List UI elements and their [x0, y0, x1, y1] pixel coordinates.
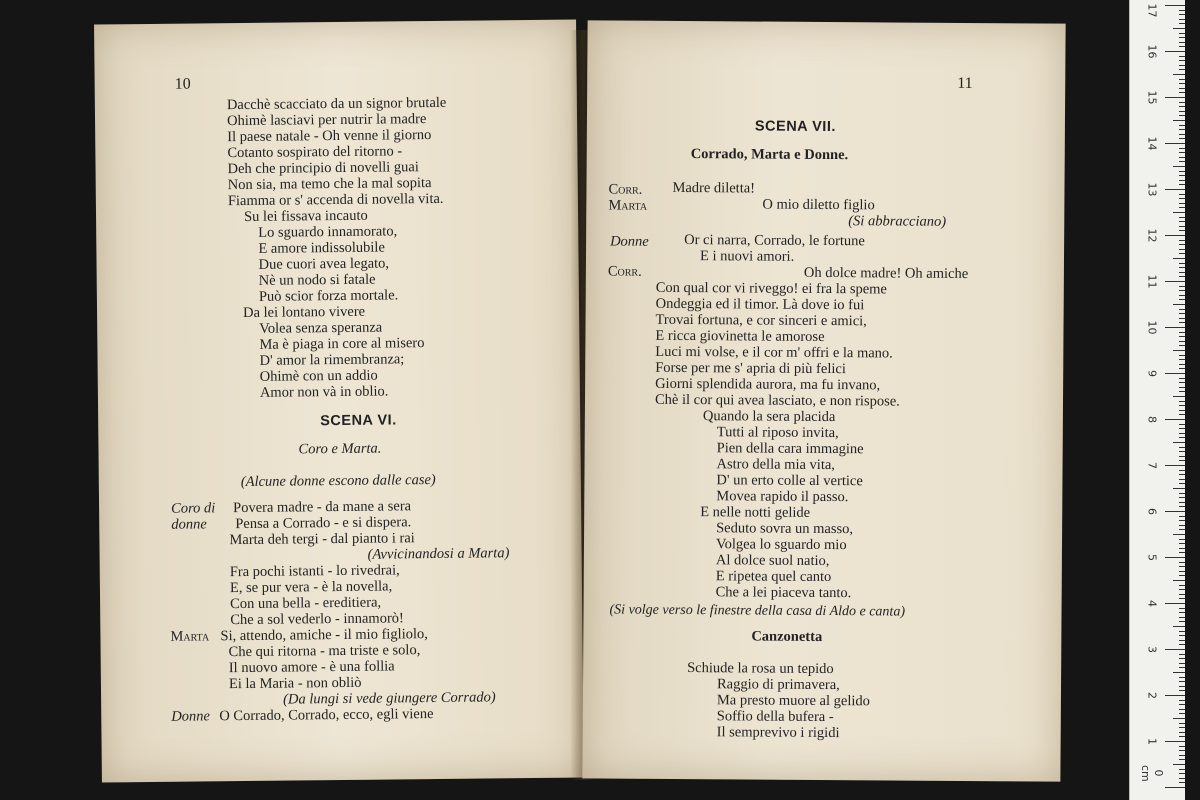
ruler-number: 2 [1145, 692, 1159, 699]
ruler-tick [1165, 235, 1185, 236]
ruler-tick [1179, 148, 1185, 149]
dialogue-line: E ricca giovinetta le amorose [655, 327, 825, 346]
ruler-tick [1179, 566, 1185, 567]
ruler-tick [1179, 129, 1185, 130]
ruler-tick [1179, 152, 1185, 153]
text-line: Non sia, ma temo che la mal sopita [227, 175, 432, 194]
ruler-tick [1179, 359, 1185, 360]
ruler-tick [1179, 667, 1185, 668]
ruler-tick [1165, 511, 1185, 512]
text-line: Il paese natale - Oh venne il giorno [227, 127, 432, 146]
dialogue-line: Povera madre - da mane a sera [233, 498, 412, 517]
ruler-tick [1179, 575, 1185, 576]
ruler-tick [1165, 51, 1185, 52]
ruler-tick [1179, 686, 1185, 687]
ruler-tick [1179, 470, 1185, 471]
ruler-tick [1173, 534, 1185, 535]
verse-line: Movea rapido il passo. [716, 488, 849, 506]
ruler-tick [1165, 603, 1185, 604]
ruler-tick [1179, 562, 1185, 563]
ruler-tick [1179, 644, 1185, 645]
text-line: Dacchè scacciato da un signor brutale [226, 94, 447, 114]
ruler-number: 11 [1145, 274, 1159, 289]
ruler-unit-label: 0 cm [1139, 765, 1165, 782]
ruler-tick [1179, 598, 1185, 599]
ruler-tick [1179, 115, 1185, 116]
verse-line: Tutti al riposo invita, [716, 424, 839, 442]
ruler-tick [1179, 502, 1185, 503]
stage-direction: (Alcune donne escono dalle case) [240, 471, 436, 491]
ruler-tick [1179, 290, 1185, 291]
ruler-tick [1179, 571, 1185, 572]
ruler-tick [1179, 681, 1185, 682]
verse-line: Può scior forza mortale. [258, 287, 399, 305]
ruler-tick [1179, 387, 1185, 388]
stage-direction: (Si volge verso le finestre della casa di Aldo e canta) [609, 602, 906, 620]
ruler-tick [1179, 769, 1185, 770]
ruler-tick [1179, 497, 1185, 498]
ruler-tick [1173, 396, 1185, 397]
text-line: Cotanto sospirato del ritorno - [227, 143, 403, 162]
ruler-tick [1179, 184, 1185, 185]
speaker-label: Marta [170, 628, 210, 645]
ruler-number: 9 [1145, 370, 1159, 377]
ruler-tick [1179, 46, 1185, 47]
dialogue-line: Madre diletta! [672, 179, 756, 197]
speaker-label: Corr. [608, 181, 643, 198]
scene-characters [691, 147, 849, 163]
ruler-tick [1179, 456, 1185, 457]
dialogue-line: Marta deh tergi - dal pianto i rai [229, 530, 415, 549]
ruler-tick [1179, 690, 1185, 691]
song-line: Ma presto muore al gelido [716, 692, 870, 710]
ruler-tick [1165, 327, 1185, 328]
ruler-tick [1179, 723, 1185, 724]
ruler-tick [1165, 787, 1185, 788]
ruler-tick [1165, 695, 1185, 696]
ruler-tick [1179, 654, 1185, 655]
measurement-ruler [1129, 0, 1185, 800]
ruler-tick [1179, 773, 1185, 774]
ruler-tick [1179, 368, 1185, 369]
ruler-tick [1179, 203, 1185, 204]
ruler-tick [1179, 778, 1185, 779]
dialogue-line: Con qual cor vi riveggo! ei fra la speme [655, 279, 887, 298]
ruler-tick [1173, 764, 1185, 765]
dialogue-line: Che qui ritorna - ma triste e solo, [228, 642, 421, 661]
ruler-tick [1179, 732, 1185, 733]
verse-line: Pien della cara immagine [716, 440, 864, 458]
ruler-tick [1179, 23, 1185, 24]
ruler-tick [1179, 364, 1185, 365]
ruler-tick [1179, 253, 1185, 254]
speaker-label: Marta [608, 197, 648, 214]
dialogue-line: Fra pochi istanti - lo rivedrai, [229, 562, 400, 581]
verse-line: Seduto sovra un masso, [716, 520, 854, 538]
ruler-tick [1179, 92, 1185, 93]
verse-line: Volgea lo sguardo mio [715, 536, 847, 554]
ruler-tick [1179, 249, 1185, 250]
text-line: Ohimè lasciavi per nutrir la madre [226, 111, 427, 130]
ruler-tick [1179, 276, 1185, 277]
dialogue-line: O Corrado, Corrado, ecco, egli viene [219, 706, 434, 725]
ruler-number: 14 [1145, 136, 1159, 151]
ruler-tick [1179, 60, 1185, 61]
scene-title: SCENA VI. [320, 412, 397, 430]
dialogue-line: Il nuovo amore - è una follia [228, 658, 395, 677]
ruler-tick [1179, 405, 1185, 406]
ruler-tick [1179, 447, 1185, 448]
dialogue-line: Luci mi volse, e il cor m' offri e la mano. [655, 343, 893, 362]
dialogue-line: Si, attendo, amiche - il mio figliolo, [220, 626, 428, 645]
ruler-tick [1165, 281, 1185, 282]
ruler-tick [1179, 171, 1185, 172]
text-line: Fiamma or s' accenda di novella vita. [227, 190, 444, 210]
page-number-right: 11 [957, 74, 973, 93]
ruler-tick [1165, 741, 1185, 742]
verse-line: Che a lei piaceva tanto. [715, 584, 852, 602]
ruler-tick [1179, 42, 1185, 43]
ruler-tick [1173, 672, 1185, 673]
ruler-tick [1179, 318, 1185, 319]
ruler-tick [1173, 626, 1185, 627]
stage-direction: (Si abbracciano) [848, 213, 947, 230]
verse-line: Quando la sera placida [702, 408, 836, 426]
dialogue-line: Forse per me s' apria di più felici [655, 359, 846, 378]
ruler-tick [1179, 332, 1185, 333]
ruler-tick [1179, 589, 1185, 590]
ruler-tick [1179, 240, 1185, 241]
ruler-tick [1179, 221, 1185, 222]
ruler-tick [1173, 580, 1185, 581]
ruler-tick [1179, 635, 1185, 636]
ruler-tick [1179, 433, 1185, 434]
ruler-tick [1179, 640, 1185, 641]
verse-line: Su lei fissava incauto [243, 207, 368, 225]
song-line: Soffio della bufera - [716, 708, 834, 726]
dialogue-line: E, se pur vera - è la novella, [229, 578, 393, 597]
ruler-tick [1173, 120, 1185, 121]
ruler-number: 3 [1145, 646, 1159, 653]
ruler-tick [1179, 727, 1185, 728]
ruler-tick [1173, 350, 1185, 351]
verse-line: E nelle notti gelide [700, 504, 811, 521]
ruler-tick [1179, 677, 1185, 678]
ruler-tick [1179, 391, 1185, 392]
song-line: Raggio di primavera, [716, 676, 840, 694]
verse-line: D' amor la rimembranza; [259, 351, 405, 369]
ruler-number: 1 [1145, 738, 1159, 745]
ruler-tick [1179, 299, 1185, 300]
ruler-tick [1173, 718, 1185, 719]
ruler-tick [1165, 5, 1185, 6]
ruler-tick [1179, 759, 1185, 760]
speaker-label: Donne [610, 233, 649, 250]
ruler-tick [1179, 437, 1185, 438]
ruler-tick [1179, 782, 1185, 783]
ruler-tick [1179, 56, 1185, 57]
ruler-tick [1179, 704, 1185, 705]
verse-line: E ripetea quel canto [715, 568, 832, 586]
ruler-tick [1179, 336, 1185, 337]
ruler-tick [1179, 83, 1185, 84]
verse-line: E amore indissolubile [258, 239, 385, 257]
ruler-tick [1179, 309, 1185, 310]
ruler-tick [1179, 111, 1185, 112]
ruler-tick [1179, 401, 1185, 402]
ruler-tick [1173, 74, 1185, 75]
ruler-tick [1179, 322, 1185, 323]
stage-direction: (Da lungi si vede giungere Corrado) [283, 689, 496, 708]
dialogue-line: Trovai fortuna, e cor sinceri e amici, [655, 311, 867, 330]
ruler-tick [1179, 548, 1185, 549]
ruler-tick [1179, 516, 1185, 517]
ruler-tick [1179, 37, 1185, 38]
dialogue-line: O mio diletto figlio [762, 196, 875, 214]
verse-line: Astro della mia vita, [716, 456, 835, 474]
ruler-tick [1179, 529, 1185, 530]
ruler-tick [1179, 102, 1185, 103]
ruler-tick [1179, 594, 1185, 595]
dialogue-line: Or ci narra, Corrado, le fortune [684, 232, 865, 250]
ruler-tick [1179, 194, 1185, 195]
ruler-tick [1179, 608, 1185, 609]
ruler-tick [1173, 488, 1185, 489]
ruler-tick [1179, 295, 1185, 296]
ruler-tick [1179, 746, 1185, 747]
ruler-tick [1179, 175, 1185, 176]
ruler-number: 7 [1145, 462, 1159, 469]
ruler-tick [1179, 460, 1185, 461]
ruler-tick [1179, 14, 1185, 15]
verse-line: Da lei lontano vivere [242, 303, 366, 321]
ruler-number: 6 [1145, 508, 1159, 515]
ruler-tick [1179, 230, 1185, 231]
ruler-tick [1179, 355, 1185, 356]
ruler-tick [1179, 207, 1185, 208]
ruler-tick [1179, 79, 1185, 80]
ruler-tick [1179, 506, 1185, 507]
ruler-tick [1179, 552, 1185, 553]
ruler-tick [1179, 198, 1185, 199]
scene-characters-text: Corrado, Marta e Donne. [690, 146, 849, 164]
page-number-left: 10 [174, 75, 191, 93]
ruler-tick [1165, 143, 1185, 144]
ruler-tick [1179, 493, 1185, 494]
ruler-tick [1179, 341, 1185, 342]
ruler-tick [1179, 539, 1185, 540]
ruler-number: 10 [1145, 320, 1159, 335]
ruler-tick [1179, 157, 1185, 158]
ruler-tick [1179, 345, 1185, 346]
ruler-tick [1179, 451, 1185, 452]
ruler-tick [1179, 180, 1185, 181]
ruler-tick [1179, 267, 1185, 268]
ruler-number: 5 [1145, 554, 1159, 561]
ruler-tick [1179, 65, 1185, 66]
verse-line: Due cuori avea legato, [258, 255, 390, 273]
verse-line: Amor non và in oblio. [259, 383, 389, 401]
dialogue-line: Che a sol vederlo - innamorò! [230, 610, 404, 629]
ruler-tick [1179, 631, 1185, 632]
ruler-tick [1179, 424, 1185, 425]
verse-line: Ohimè con un addio [259, 367, 378, 385]
left-page [94, 19, 584, 782]
ruler-number: 15 [1145, 90, 1159, 105]
ruler-tick [1179, 709, 1185, 710]
verse-line: Ma è piaga in core al misero [259, 335, 425, 353]
ruler-tick [1179, 617, 1185, 618]
ruler-tick [1179, 69, 1185, 70]
verse-line: D' un erto colle al vertice [716, 472, 863, 490]
ruler-tick [1179, 244, 1185, 245]
song-line: Schiude la rosa un tepido [687, 660, 834, 678]
dialogue-line: Giorni splendida aurora, ma fu invano, [655, 375, 881, 394]
verse-line: Lo sguardo innamorato, [258, 223, 398, 241]
ruler-tick [1179, 483, 1185, 484]
ruler-tick [1179, 414, 1185, 415]
dialogue-line: Ondeggia ed il timor. Là dove io fui [655, 295, 865, 314]
ruler-tick [1179, 585, 1185, 586]
ruler-tick [1165, 97, 1185, 98]
scene-title: SCENA VII. [754, 118, 836, 136]
verse-line: Nè un nodo si fatale [258, 271, 376, 289]
dialogue-line: Ei la Maria - non obliò [228, 674, 362, 693]
verse-line: Volea senza speranza [259, 319, 383, 337]
ruler-tick [1179, 263, 1185, 264]
ruler-tick [1179, 663, 1185, 664]
ruler-tick [1179, 161, 1185, 162]
text-line: Deh che principio di novelli guai [227, 159, 419, 178]
ruler-tick [1179, 474, 1185, 475]
dialogue-line: Oh dolce madre! Oh amiche [803, 264, 969, 283]
ruler-tick [1179, 750, 1185, 751]
ruler-tick [1179, 217, 1185, 218]
ruler-tick [1165, 557, 1185, 558]
ruler-tick [1179, 700, 1185, 701]
ruler-tick [1179, 272, 1185, 273]
dialogue-line: Chè il cor qui avea lasciato, e non rispose. [654, 391, 900, 410]
ruler-number: 17 [1145, 3, 1159, 18]
speaker-label: donne [171, 516, 207, 533]
ruler-number: 12 [1145, 228, 1159, 243]
speaker-label: Donne [171, 708, 211, 725]
ruler-number: 13 [1145, 182, 1159, 197]
dialogue-line: E i nuovi amori. [699, 248, 795, 265]
ruler-tick [1179, 410, 1185, 411]
ruler-tick [1179, 543, 1185, 544]
ruler-tick [1179, 106, 1185, 107]
ruler-tick [1179, 88, 1185, 89]
ruler-tick [1173, 258, 1185, 259]
ruler-tick [1173, 28, 1185, 29]
ruler-tick [1179, 755, 1185, 756]
ruler-tick [1179, 713, 1185, 714]
ruler-tick [1173, 304, 1185, 305]
ruler-tick [1179, 33, 1185, 34]
ruler-tick [1165, 465, 1185, 466]
ruler-tick [1179, 736, 1185, 737]
ruler-tick [1179, 428, 1185, 429]
ruler-tick [1179, 520, 1185, 521]
ruler-tick [1179, 378, 1185, 379]
ruler-tick [1179, 134, 1185, 135]
verse-line: Al dolce suol natio, [715, 552, 830, 570]
ruler-tick [1165, 649, 1185, 650]
ruler-tick [1173, 166, 1185, 167]
ruler-number: 16 [1145, 44, 1159, 59]
ruler-tick [1179, 226, 1185, 227]
ruler-tick [1179, 479, 1185, 480]
dialogue-line: Pensa a Corrado - e si dispera. [235, 514, 412, 533]
ruler-tick [1165, 373, 1185, 374]
ruler-tick [1179, 612, 1185, 613]
ruler-tick [1165, 419, 1185, 420]
ruler-tick [1179, 621, 1185, 622]
ruler-tick [1173, 212, 1185, 213]
ruler-tick [1179, 658, 1185, 659]
ruler-tick [1179, 382, 1185, 383]
ruler-tick [1179, 10, 1185, 11]
ruler-tick [1179, 525, 1185, 526]
ruler-tick [1179, 313, 1185, 314]
stage-direction: (Avvicinandosi a Marta) [367, 545, 510, 563]
speaker-label: Coro di [171, 500, 216, 517]
ruler-tick [1179, 19, 1185, 20]
ruler-tick [1173, 442, 1185, 443]
scene-characters: Coro e Marta. [298, 440, 382, 458]
speaker-label: Corr. [607, 263, 642, 280]
ruler-tick [1165, 189, 1185, 190]
ruler-tick [1179, 138, 1185, 139]
ruler-tick [1179, 286, 1185, 287]
ruler-number: 4 [1145, 600, 1159, 607]
ruler-tick [1179, 125, 1185, 126]
ruler-number: 8 [1145, 416, 1159, 423]
song-line: Il semprevivo i rigidi [716, 724, 840, 742]
dialogue-line: Con una bella - ereditiera, [230, 594, 382, 613]
right-page [582, 20, 1065, 781]
song-title: Canzonetta [751, 628, 823, 645]
